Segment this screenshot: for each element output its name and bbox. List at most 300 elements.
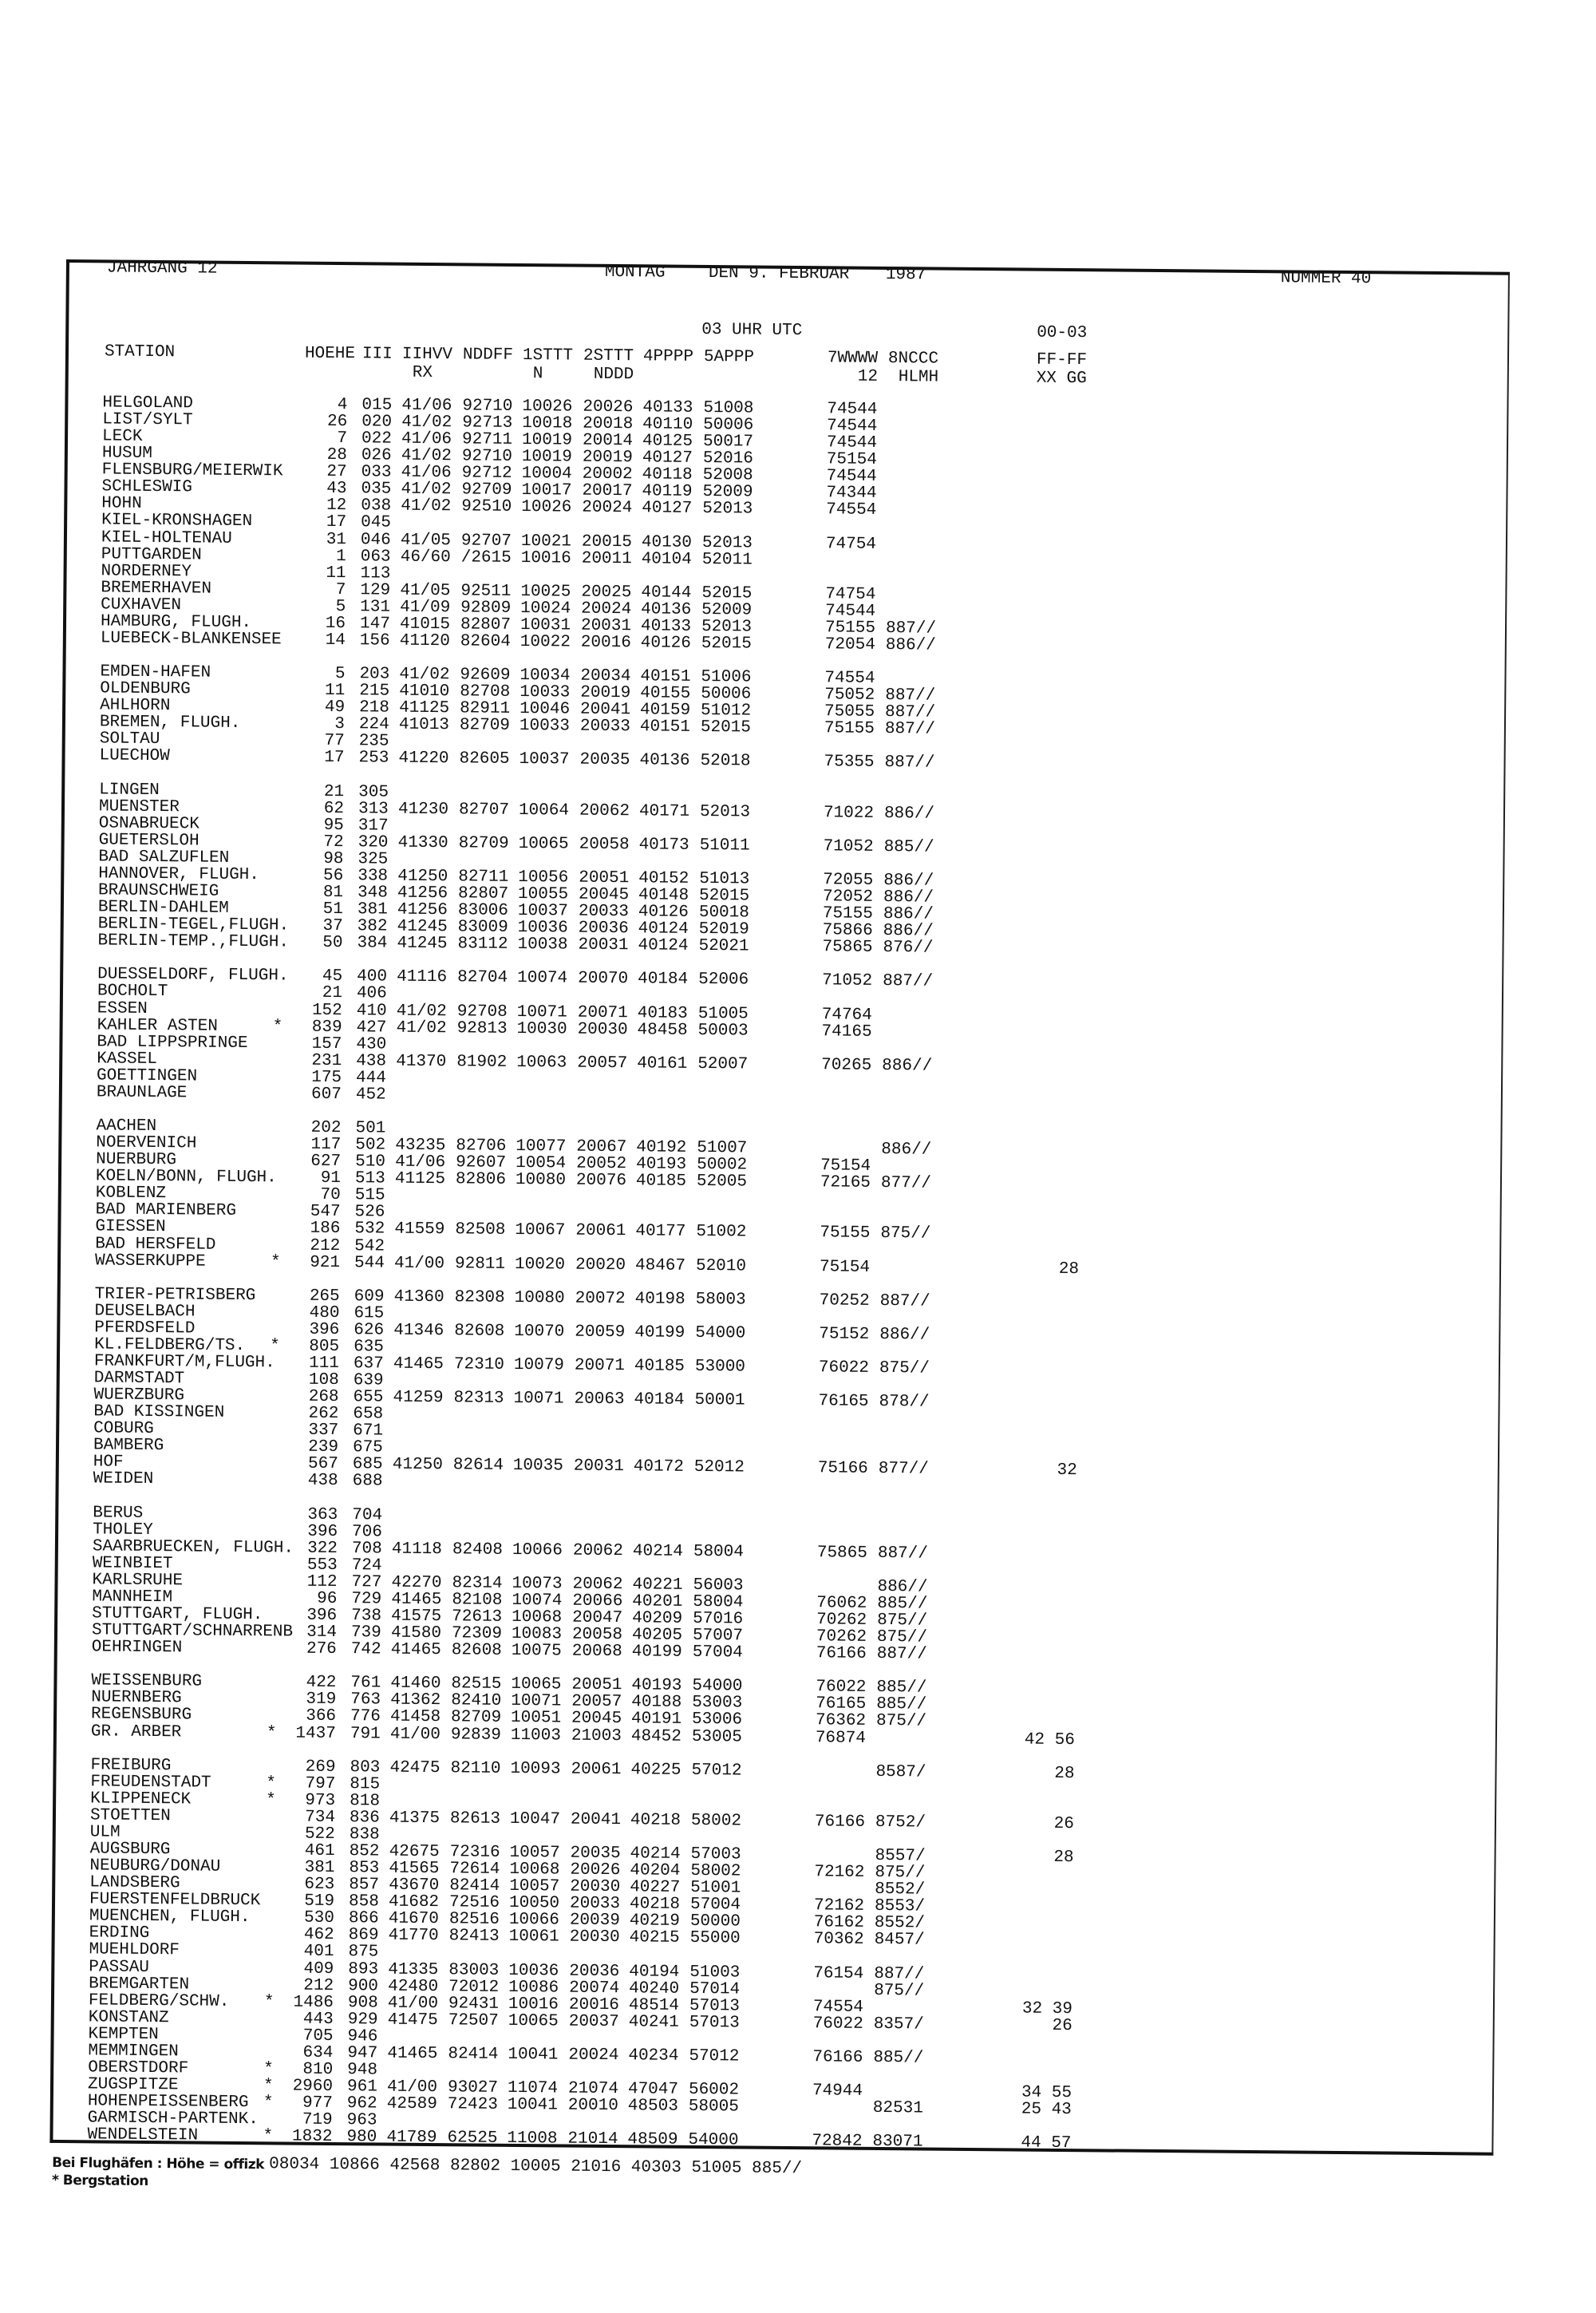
station-id: 348 — [357, 884, 388, 903]
tendency-5appp: 52013 — [699, 802, 751, 822]
tendency-5appp: 58003 — [695, 1290, 746, 1310]
elevation: 381 — [304, 1858, 335, 1878]
gusts-ff — [1018, 890, 1082, 891]
pressure-4pppp: 40193 — [631, 1676, 682, 1696]
iihvv: 41335 — [388, 1960, 439, 1979]
pressure-4pppp: 40151 — [639, 718, 691, 737]
temp-1sttt: 10080 — [515, 1171, 567, 1190]
station-name: EMDEN-HAFEN — [100, 662, 211, 682]
nddff: 92811 — [454, 1254, 506, 1274]
elevation: 231 — [311, 1051, 342, 1070]
pressure-4pppp: 40125 — [642, 432, 693, 451]
temp-1sttt: 10031 — [519, 615, 571, 635]
station-name: LIST/SYLT — [102, 410, 193, 430]
station-name: WEIDEN — [93, 1469, 154, 1489]
station-id: 639 — [353, 1371, 384, 1390]
elevation: 26 — [326, 412, 348, 432]
station-id: 893 — [348, 1959, 379, 1979]
clouds-8nccc: 875// — [877, 1611, 928, 1631]
station-name: BERLIN-TEMP.,FLUGH. — [97, 931, 290, 952]
tendency-5appp: 52018 — [700, 752, 751, 771]
temp-2sttt: 20059 — [575, 1323, 626, 1342]
temp-1sttt: 10061 — [508, 1928, 559, 1947]
gusts-ff — [1012, 1613, 1076, 1614]
temp-1sttt: 10068 — [512, 1607, 563, 1627]
tendency-5appp: 52015 — [701, 634, 752, 654]
pressure-4pppp: 40198 — [634, 1289, 685, 1309]
elevation: 810 — [302, 2060, 334, 2079]
iihvv: 41015 — [399, 615, 451, 635]
elevation: 547 — [310, 1203, 341, 1222]
temp-1sttt: 10026 — [521, 498, 572, 517]
temp-2sttt: 21003 — [571, 1726, 622, 1746]
col-4pppp: 4PPPP — [642, 347, 694, 366]
pressure-4pppp: 40218 — [630, 1811, 681, 1830]
temp-1sttt: 10065 — [511, 1675, 562, 1694]
tendency-5appp: 56002 — [688, 2080, 740, 2100]
elevation: 70 — [320, 1186, 341, 1205]
temp-2sttt: 20031 — [580, 616, 632, 636]
station-id: 026 — [361, 446, 392, 465]
elevation: 157 — [311, 1034, 342, 1054]
nddff: 83006 — [457, 901, 509, 920]
tendency-5appp: 50002 — [697, 1156, 748, 1175]
mountain-station-marker: * — [270, 1337, 280, 1356]
station-id: 510 — [355, 1153, 386, 1172]
nddff: 92607 — [456, 1153, 507, 1172]
temp-2sttt: 20019 — [580, 683, 631, 703]
temp-1sttt: 10036 — [517, 919, 568, 938]
nddff: 92839 — [450, 1725, 502, 1745]
gusts-ff — [1013, 1563, 1077, 1564]
temp-1sttt: 10021 — [520, 532, 572, 552]
elevation: 396 — [306, 1606, 338, 1626]
nddff: 82516 — [448, 1910, 500, 1930]
gusts-ff — [1022, 402, 1086, 403]
iihvv: 46/60 — [400, 548, 451, 567]
station-name: ZUGSPITZE — [87, 2075, 179, 2095]
station-id: 857 — [349, 1876, 380, 1895]
weather-7wwww: 71052 — [823, 837, 874, 856]
temp-1sttt: 10093 — [510, 1759, 561, 1779]
tendency-5appp: 52006 — [698, 971, 749, 990]
station-name: FLENSBURG/MEIERWIK — [101, 461, 283, 481]
clouds-8nccc: 875// — [874, 1981, 925, 2001]
station-id: 963 — [346, 2111, 377, 2130]
temp-2sttt: 20076 — [575, 1171, 627, 1191]
clouds-8nccc: 886// — [879, 1325, 930, 1345]
station-id: 671 — [353, 1421, 384, 1441]
station-name: BAD HERSFELD — [95, 1234, 216, 1255]
gusts-ff — [1016, 1193, 1080, 1194]
iihvv: 41/02 — [401, 480, 452, 500]
pressure-4pppp: 40214 — [632, 1542, 684, 1561]
weather-7wwww: 72165 — [820, 1173, 871, 1193]
station-id: 430 — [356, 1034, 387, 1054]
weather-7wwww: 75154 — [819, 1257, 871, 1277]
gusts-ff — [1021, 621, 1084, 622]
nddff: 82711 — [458, 868, 509, 887]
tendency-5appp: 57012 — [691, 1761, 742, 1781]
temp-1sttt: 10041 — [507, 2095, 558, 2115]
pressure-4pppp: 40130 — [641, 532, 693, 552]
weather-7wwww: 75154 — [826, 450, 877, 470]
elevation: 462 — [303, 1926, 334, 1945]
clouds-8nccc: 886// — [883, 804, 935, 824]
gusts-ff — [1020, 722, 1084, 723]
pressure-4pppp: 40155 — [640, 684, 691, 704]
iihvv: 41/00 — [387, 1994, 439, 2013]
elevation: 409 — [303, 1959, 334, 1979]
elevation: 1437 — [295, 1724, 336, 1743]
temp-1sttt: 10033 — [519, 717, 571, 736]
gusts-ff — [1010, 1798, 1074, 1799]
station-name: OLDENBURG — [100, 679, 191, 699]
station-id: 129 — [360, 580, 391, 600]
temp-2sttt: 20062 — [572, 1575, 623, 1595]
station-id: 203 — [359, 665, 390, 684]
gusts-ff — [1020, 739, 1084, 740]
nddff: 82806 — [455, 1170, 507, 1190]
nddff: 72516 — [448, 1893, 500, 1913]
temp-1sttt: 10025 — [520, 582, 571, 602]
clouds-8nccc: 875// — [875, 1863, 926, 1883]
tendency-5appp: 51008 — [703, 398, 754, 418]
tendency-5appp: 57013 — [689, 2013, 740, 2033]
tendency-5appp: 54000 — [692, 1677, 743, 1696]
clouds-8nccc: 886// — [877, 1577, 928, 1597]
pressure-4pppp: 47047 — [627, 2080, 679, 2099]
clouds-8nccc: 885// — [873, 2048, 924, 2068]
station-name: GOETTINGEN — [96, 1066, 198, 1086]
temp-2sttt: 20033 — [569, 1894, 621, 1914]
gusts-ff — [1018, 941, 1082, 942]
elevation: 422 — [306, 1674, 337, 1693]
elevation: 805 — [309, 1337, 340, 1356]
pressure-4pppp: 48458 — [637, 1020, 688, 1040]
clouds-8nccc: 8557/ — [875, 1846, 926, 1866]
temp-1sttt: 10022 — [519, 632, 571, 652]
tendency-5appp: 53006 — [691, 1710, 743, 1730]
gusts-ff — [1014, 1344, 1078, 1345]
elevation: 363 — [307, 1505, 338, 1524]
station-id: 900 — [348, 1976, 379, 1996]
elevation: 5 — [335, 597, 346, 616]
station-name: BRAUNSCHWEIG — [97, 881, 219, 901]
pressure-4pppp: 48467 — [634, 1255, 686, 1275]
nddff: 92809 — [460, 599, 512, 618]
gusts-ff — [1017, 991, 1081, 992]
station-name: FRANKFURT/M,FLUGH. — [93, 1352, 275, 1373]
pressure-4pppp: 40104 — [641, 549, 692, 569]
nddff: 83009 — [457, 918, 508, 938]
station-id: 317 — [358, 816, 389, 836]
iihvv: 41245 — [397, 917, 448, 937]
tendency-5appp: 55000 — [689, 1929, 741, 1948]
station-name: BERUS — [93, 1503, 144, 1523]
gusts-ff — [1015, 1243, 1079, 1244]
gusts-ff: 44 57 — [1021, 2133, 1072, 2153]
station-id: 305 — [358, 782, 389, 802]
station-name: AHLHORN — [100, 696, 171, 716]
tendency-5appp: 51013 — [699, 869, 750, 889]
tendency-5appp: 50018 — [698, 903, 750, 923]
temp-1sttt: 10050 — [508, 1894, 560, 1913]
tendency-5appp: 54000 — [688, 2131, 739, 2150]
station-id: 544 — [354, 1253, 385, 1273]
elevation: 7 — [337, 429, 348, 449]
station-name: GIESSEN — [95, 1217, 166, 1237]
elevation: 607 — [310, 1085, 342, 1104]
tendency-5appp: 52019 — [698, 920, 749, 939]
weather-7wwww: 74554 — [826, 500, 877, 520]
nddff: 92712 — [461, 464, 512, 484]
weather-7wwww: 74165 — [821, 1022, 872, 1042]
station-name: BAD LIPPSPRINGE — [97, 1033, 248, 1053]
nddff: 82613 — [449, 1809, 501, 1829]
temp-2sttt: 20037 — [568, 2012, 619, 2031]
station-id: 438 — [356, 1051, 387, 1071]
clouds-8nccc: 885// — [876, 1695, 927, 1714]
iihvv: 41460 — [390, 1674, 441, 1694]
nddff: 82604 — [460, 632, 511, 651]
temp-1sttt: 10075 — [511, 1642, 562, 1661]
iihvv: 41116 — [397, 968, 448, 987]
gusts-ff — [1017, 1025, 1081, 1026]
station-id: 022 — [361, 429, 392, 449]
tendency-5appp: 50001 — [694, 1391, 745, 1410]
temp-2sttt: 20010 — [567, 2096, 618, 2116]
station-name: SCHLESWIG — [101, 477, 193, 497]
gusts-ff — [1022, 470, 1086, 471]
clouds-8nccc: 885// — [876, 1678, 927, 1698]
temp-1sttt: 10019 — [521, 431, 573, 450]
weather-7wwww: 75152 — [819, 1325, 870, 1344]
elevation: 91 — [320, 1169, 342, 1188]
temp-2sttt: 20072 — [575, 1289, 626, 1308]
station-id: 215 — [359, 682, 390, 701]
temp-1sttt: 10036 — [508, 1961, 559, 1980]
nddff: 93027 — [447, 2078, 499, 2098]
station-name: DEUSELBACH — [94, 1302, 196, 1322]
weather-7wwww: 74754 — [825, 534, 877, 554]
temp-2sttt: 20014 — [582, 431, 634, 451]
pressure-4pppp: 40171 — [638, 801, 690, 821]
elevation: 7 — [335, 580, 346, 599]
temp-2sttt: 20002 — [582, 465, 633, 484]
station-name: NEUBURG/DONAU — [89, 1856, 221, 1876]
elevation: 37 — [322, 916, 343, 936]
temp-2sttt: 20061 — [571, 1760, 622, 1779]
gusts-ff: 26 — [1052, 2016, 1073, 2035]
station-id: 961 — [346, 2078, 377, 2097]
station-id: 615 — [354, 1303, 385, 1323]
station-id: 626 — [354, 1321, 385, 1340]
temp-2sttt: 20030 — [570, 1877, 621, 1897]
station-id: 501 — [355, 1119, 386, 1138]
temp-1sttt: 10054 — [516, 1154, 567, 1173]
nddff: 92710 — [461, 447, 512, 467]
iihvv: 41475 — [387, 2011, 438, 2030]
station-name: HAMBURG, FLUGH. — [100, 612, 252, 632]
gusts-ff — [1013, 1529, 1077, 1530]
clouds-8nccc: 82531 — [872, 2098, 923, 2118]
station-id: 688 — [352, 1472, 383, 1491]
nddff: 72614 — [449, 1860, 500, 1879]
tendency-5appp: 51003 — [689, 1963, 741, 1982]
elevation: 112 — [306, 1572, 338, 1591]
col-station: STATION — [104, 342, 176, 362]
station-name: KASSEL — [97, 1050, 157, 1069]
temp-2sttt: 20058 — [579, 835, 630, 854]
station-name: KAHLER ASTEN — [97, 1015, 218, 1036]
elevation: 839 — [311, 1018, 342, 1037]
station-id: 320 — [358, 833, 389, 852]
nddff: 92511 — [460, 582, 512, 601]
elevation: 16 — [325, 614, 346, 633]
station-name: LECK — [101, 427, 143, 446]
weather-7wwww: 72054 — [824, 635, 875, 654]
pressure-4pppp: 40144 — [641, 583, 692, 603]
gusts-ff: 32 39 — [1021, 1999, 1073, 2018]
mountain-station-marker: * — [263, 2094, 274, 2113]
elevation: 519 — [304, 1892, 335, 1912]
temp-1sttt: 10083 — [511, 1625, 563, 1644]
elevation: 319 — [306, 1690, 337, 1710]
iihvv: 41565 — [389, 1859, 440, 1879]
station-id: 729 — [351, 1590, 382, 1609]
elevation: 12 — [326, 496, 347, 516]
pressure-4pppp: 40209 — [632, 1609, 683, 1628]
station-name: LINGEN — [99, 780, 160, 800]
station-id: 791 — [350, 1724, 381, 1744]
tendency-5appp: 52013 — [702, 500, 753, 519]
temp-1sttt: 10071 — [513, 1390, 564, 1409]
col-sub-nddd: NDDD — [593, 365, 634, 385]
pressure-4pppp: 40173 — [638, 836, 689, 855]
temp-1sttt: 10047 — [509, 1809, 561, 1829]
elevation: 28 — [326, 446, 347, 465]
station-name: OEHRINGEN — [91, 1638, 183, 1658]
clouds-8nccc: 875// — [880, 1224, 931, 1243]
station-name: OBERSTDORF — [88, 2058, 189, 2078]
iihvv: 41/02 — [401, 413, 452, 433]
station-id: 742 — [350, 1640, 381, 1659]
station-name: MUENCHEN, FLUGH. — [89, 1907, 251, 1928]
iihvv: 41370 — [396, 1052, 447, 1071]
station-id: 635 — [354, 1338, 385, 1357]
station-id: 224 — [358, 715, 389, 734]
elevation: 45 — [322, 967, 343, 986]
temp-2sttt: 20045 — [578, 885, 630, 905]
pressure-4pppp: 48452 — [630, 1726, 681, 1746]
station-id: 046 — [360, 530, 391, 550]
station-id: 131 — [360, 598, 391, 617]
temp-1sttt: 10055 — [517, 884, 569, 904]
nddff: 82807 — [460, 615, 512, 635]
elevation: 239 — [308, 1438, 339, 1457]
gusts-ff — [1019, 856, 1083, 857]
weather-7wwww: 72842 — [812, 2132, 863, 2151]
temp-2sttt: 20047 — [572, 1608, 623, 1628]
nddff: 82704 — [457, 968, 508, 988]
elevation: 49 — [324, 698, 346, 718]
iihvv: 41/02 — [401, 497, 452, 516]
weather-7wwww: 74544 — [825, 602, 876, 621]
gusts-ff: 28 — [1058, 1259, 1080, 1279]
station-name: GARMISCH-PARTENK. — [87, 2109, 259, 2129]
iihvv: 41250 — [392, 1456, 443, 1475]
iihvv: 41230 — [397, 800, 449, 819]
station-name: HOHN — [101, 494, 142, 514]
station-name: AUGSBURG — [89, 1840, 171, 1860]
iihvv: 41/00 — [393, 1254, 445, 1273]
nddff: 62525 — [447, 2129, 498, 2149]
elevation: 212 — [303, 1976, 334, 1995]
station-id: 763 — [350, 1690, 381, 1710]
station-id: 452 — [355, 1085, 386, 1105]
station-id: 382 — [357, 917, 388, 936]
elevation: 27 — [326, 463, 347, 482]
station-name: BREMEN, FLUGH. — [99, 713, 241, 733]
elevation: 396 — [307, 1522, 338, 1541]
station-name: NOERVENICH — [96, 1133, 197, 1153]
station-name: BREMGARTEN — [89, 1974, 190, 1995]
tendency-5appp: 52016 — [702, 449, 753, 469]
iihvv: 42480 — [388, 1977, 439, 1996]
elevation: 567 — [307, 1455, 338, 1474]
temp-2sttt: 20016 — [568, 1995, 620, 2014]
temp-1sttt: 10071 — [516, 1002, 567, 1022]
gusts-ff — [1021, 638, 1084, 639]
iihvv: 43670 — [389, 1876, 440, 1896]
iihvv: 41770 — [388, 1926, 439, 1946]
gusts-ff — [1021, 604, 1084, 605]
weather-7wwww: 70262 — [816, 1627, 867, 1647]
elevation: 627 — [310, 1152, 342, 1172]
elevation: 530 — [303, 1908, 334, 1928]
iihvv: 41/02 — [399, 665, 450, 685]
col-sub-12: 12 — [857, 367, 879, 386]
pressure-4pppp: 40185 — [635, 1172, 687, 1192]
tendency-5appp: 58002 — [690, 1861, 741, 1881]
station-name: KEMPTEN — [88, 2025, 159, 2044]
elevation: 623 — [304, 1875, 335, 1895]
temp-1sttt: 10073 — [512, 1574, 563, 1594]
iihvv: 41256 — [397, 900, 448, 920]
pressure-4pppp: 40124 — [638, 919, 689, 939]
temp-1sttt: 10038 — [517, 935, 568, 955]
elevation: 98 — [323, 849, 344, 868]
station-id: 946 — [347, 2026, 378, 2046]
station-id: 338 — [358, 867, 389, 886]
nddff: 92510 — [461, 497, 512, 517]
tendency-5appp: 50017 — [702, 433, 754, 452]
station-name: KOBLENZ — [95, 1184, 167, 1204]
iihvv: 41465 — [393, 1354, 444, 1374]
station-id: 858 — [348, 1892, 379, 1912]
footer-values: 08034 10866 42568 82802 10005 21016 40303 51005 885// — [269, 2155, 803, 2179]
gusts-ff — [1010, 1781, 1074, 1782]
station-name: KIEL-HOLTENAU — [101, 528, 232, 548]
iihvv: 41/02 — [401, 446, 452, 466]
iihvv: 42270 — [391, 1573, 442, 1593]
station-name: MANNHEIM — [92, 1587, 173, 1607]
station-name: KLIPPENECK — [90, 1789, 192, 1809]
clouds-8nccc: 887// — [884, 753, 935, 773]
gusts-ff — [1019, 806, 1083, 807]
elevation: 51 — [322, 900, 344, 919]
